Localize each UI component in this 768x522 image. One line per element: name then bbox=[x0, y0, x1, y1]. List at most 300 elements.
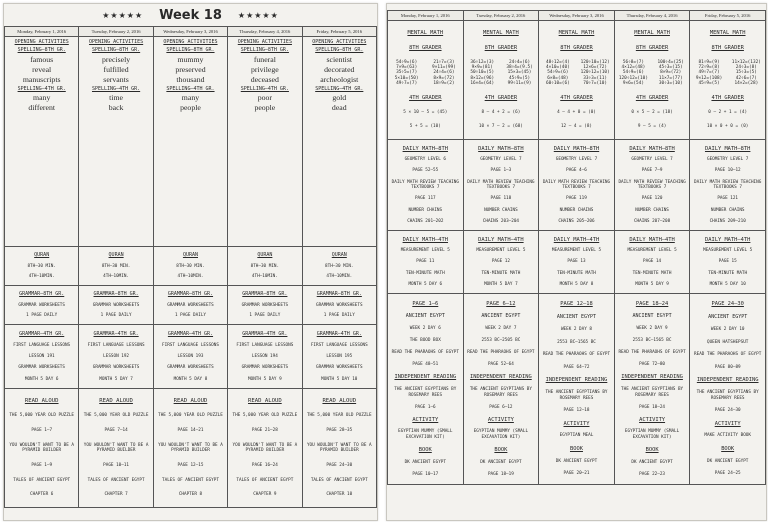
read-aloud-heading: READ ALOUD bbox=[248, 398, 282, 405]
mental-math-heading: MENTAL MATH bbox=[407, 29, 444, 36]
grade-4-label: 4TH GRADER bbox=[409, 95, 442, 102]
read-aloud-item: TALES OF ANCIENT EGYPT bbox=[310, 477, 368, 483]
day-cell bbox=[614, 294, 690, 485]
read-aloud-item: PAGE 28–35 bbox=[326, 427, 353, 433]
book-heading: BOOK bbox=[645, 447, 659, 454]
grade-4-label: 4TH GRADER bbox=[635, 95, 669, 102]
spelling-word: many bbox=[181, 93, 200, 103]
main-lesson-heading: PAGE 12–18 bbox=[560, 300, 593, 307]
math-problem: 6×8=(48) bbox=[547, 75, 569, 81]
daily-math-4th-heading: DAILY MATH–4TH bbox=[402, 236, 449, 243]
grammar-4th-row bbox=[5, 325, 377, 389]
main-lesson-item: ANCIENT EGYPT bbox=[632, 313, 672, 320]
cell-content bbox=[155, 247, 226, 285]
spelling-word: people bbox=[254, 103, 276, 113]
day-cell bbox=[690, 140, 766, 231]
daily-math-item: DAILY MATH REVIEW TEACHING TEXTBOOKS 7 bbox=[618, 179, 686, 191]
daily-math-item: PAGE 121 bbox=[717, 196, 739, 202]
day-header: Tuesday, February 2, 2016 bbox=[463, 11, 539, 21]
math-problem: 7×9=(63) bbox=[396, 65, 418, 70]
spelling-word: deceased bbox=[250, 74, 279, 84]
cell-content bbox=[304, 247, 375, 285]
activity-item: MAKE ACTIVITY BOOK bbox=[704, 433, 751, 439]
daily-math-8th-heading: DAILY MATH–8TH bbox=[553, 145, 600, 152]
cell-content bbox=[6, 325, 77, 388]
math-problems-grid bbox=[465, 60, 538, 86]
day-header: Tuesday, February 2, 2016 bbox=[79, 27, 153, 37]
math-problem: 45÷9=(5) bbox=[508, 75, 531, 81]
grammar-4th-item: FIRST LANGUAGE LESSONS bbox=[13, 342, 71, 348]
grammar-4th-item: FIRST LANGUAGE LESSONS bbox=[310, 342, 368, 348]
book-item: PAGE 18–19 bbox=[487, 471, 514, 477]
quran-4th: 4TH–10MIN. bbox=[326, 274, 353, 280]
cell-content bbox=[155, 37, 226, 247]
cell-content bbox=[616, 21, 689, 139]
day-cell bbox=[302, 247, 376, 286]
math-problem: 24÷4=(6) bbox=[508, 59, 531, 65]
math-problem: 0 – 2 + 1 = (4) bbox=[708, 109, 748, 115]
spelling-8th-heading: SPELLING–8TH GR. bbox=[17, 47, 66, 54]
math-problem: 45÷3=(15) bbox=[658, 65, 683, 70]
cell-content bbox=[540, 21, 613, 139]
spelling-4th-heading: SPELLING–4TH GR. bbox=[240, 86, 289, 93]
quran-4th: 4TH–10MIN. bbox=[103, 274, 130, 280]
day-cell bbox=[690, 294, 766, 485]
spelling-block bbox=[163, 39, 217, 113]
read-aloud-heading: READ ALOUD bbox=[173, 398, 208, 405]
spelling-word: archeologist bbox=[320, 74, 359, 84]
math-problem: 54÷9=(6) bbox=[547, 70, 569, 76]
spelling-word: scientist bbox=[326, 54, 353, 64]
cell-content bbox=[389, 21, 462, 139]
math-problem: 8×9=(72) bbox=[433, 75, 455, 81]
quran-4th: 4TH–10MIN. bbox=[28, 274, 55, 280]
daily-math-4th-heading: DAILY MATH–4TH bbox=[629, 236, 675, 243]
read-aloud-heading: READ ALOUD bbox=[24, 398, 59, 405]
book-item: PAGE 10–17 bbox=[412, 471, 439, 477]
read-aloud-item: THE 5,000 YEAR OLD PUZZLE bbox=[83, 413, 149, 419]
day-cell bbox=[153, 247, 227, 286]
read-aloud-heading: READ ALOUD bbox=[322, 398, 357, 405]
quran-4th: 4TH–10MIN. bbox=[251, 274, 278, 280]
math-problem: 30÷3=(10) bbox=[658, 80, 683, 86]
daily-math-4th-heading: DAILY MATH–4TH bbox=[704, 236, 751, 243]
spelling-word: many bbox=[33, 93, 51, 103]
math-problem: 38÷4=(9.5) bbox=[506, 65, 533, 70]
grammar-4th-item: FIRST LANGUAGE LESSONS bbox=[162, 342, 219, 348]
spelling-word: back bbox=[108, 103, 124, 113]
page-count: 1 PAGE DAILY bbox=[323, 313, 355, 319]
daily-math-item: GEOMETRY LEVEL 6 bbox=[404, 157, 446, 163]
cell-content bbox=[304, 389, 375, 507]
book-item: DK ANCIENT EGYPT bbox=[555, 458, 598, 464]
daily-math-item: TEN-MINUTE MATH bbox=[708, 270, 748, 276]
book-item: DK ANCIENT EGYPT bbox=[706, 458, 749, 464]
book-item: DK ANCIENT EGYPT bbox=[404, 459, 446, 465]
independent-reading-item: THE ANCIENT EGYPTIANS BY ROSEMARY REES bbox=[469, 386, 532, 398]
daily-math-item: MONTH 5 DAY 6 bbox=[408, 281, 443, 287]
day-cell bbox=[228, 325, 302, 389]
math-problem: 54÷9=(6) bbox=[396, 59, 418, 65]
read-aloud-item: PAGE 10–11 bbox=[103, 462, 130, 468]
cell-content bbox=[465, 231, 538, 293]
cell-content bbox=[80, 286, 151, 324]
cell-content bbox=[80, 389, 151, 507]
cell-content bbox=[691, 231, 764, 293]
spelling-word: people bbox=[180, 103, 201, 113]
mental-math-heading: MENTAL MATH bbox=[709, 29, 746, 36]
grammar-4th-item: LESSON 194 bbox=[251, 354, 278, 360]
independent-reading-item: PAGE 6–12 bbox=[489, 404, 513, 410]
daily-math-8th-heading: DAILY MATH–8TH bbox=[478, 145, 524, 152]
daily-math-4th-heading: DAILY MATH–4TH bbox=[478, 236, 524, 243]
math-problem: 35÷5=(7) bbox=[396, 70, 418, 76]
math-problem: 36÷12=(3) bbox=[470, 59, 495, 65]
day-header: Wednesday, February 3, 2016 bbox=[539, 11, 615, 21]
main-lesson-item: ANCIENT EGYPT bbox=[405, 313, 445, 320]
daily-math-4th-heading: DAILY MATH–4TH bbox=[553, 236, 600, 243]
quran-heading: QURAN bbox=[182, 252, 198, 259]
book-item: DK ANCIENT EGYPT bbox=[480, 459, 522, 465]
math-problem: 21÷7=(3) bbox=[433, 59, 455, 65]
activity-item: EGYPTIAN MEAL bbox=[559, 433, 594, 439]
grade-4-label: 4TH GRADER bbox=[484, 95, 518, 102]
daily-math-item: PAGE 117 bbox=[414, 196, 436, 202]
day-header-row bbox=[388, 11, 766, 21]
main-lesson-item: WEEK 2 DAY 9 bbox=[636, 325, 668, 331]
math-problem: 54÷9=(6) bbox=[622, 70, 644, 76]
book-item: DK ANCIENT EGYPT bbox=[631, 459, 673, 465]
activity-item: EGYPTIAN MUMMY (SMALL EXCAVATION KIT) bbox=[398, 429, 453, 440]
day-cell bbox=[153, 325, 227, 389]
read-aloud-item: PAGE 14–21 bbox=[177, 427, 204, 433]
spelling-word: famous bbox=[30, 54, 54, 64]
main-lesson-row bbox=[388, 294, 766, 485]
day-cell bbox=[539, 21, 615, 140]
spelling-word: manuscripts bbox=[22, 74, 61, 84]
independent-reading-item: PAGE 18–24 bbox=[639, 404, 666, 410]
day-cell bbox=[5, 37, 79, 247]
cell-content bbox=[6, 389, 77, 507]
math-problem: 8 – 4 + 2 = (6) bbox=[481, 109, 521, 115]
main-lesson-item: WEEK 2 DAY 7 bbox=[485, 325, 517, 331]
daily-math-item: DAILY MATH REVIEW TEACHING TEXTBOOKS 7 bbox=[542, 179, 611, 191]
daily-math-item: MEASUREMENT LEVEL 5 bbox=[476, 248, 526, 254]
daily-math-item: CHAINS 209–210 bbox=[709, 218, 746, 224]
math-problem: 10 × 0 + 0 = (0) bbox=[706, 124, 749, 130]
math-problem: 15×3=(45) bbox=[507, 70, 532, 76]
daily-math-item: GEOMETRY LEVEL 7 bbox=[480, 157, 522, 163]
math-problem: 4×10=(40) bbox=[545, 65, 570, 70]
quran-8th: 8TH–30 MIN. bbox=[325, 263, 354, 269]
math-problem: 9 – 5 = (4) bbox=[637, 124, 667, 130]
spelling-4th-heading: SPELLING–4TH GR. bbox=[17, 86, 66, 93]
math-problem: 15÷3=(5) bbox=[735, 70, 757, 76]
independent-reading-heading: INDEPENDENT READING bbox=[696, 377, 759, 384]
math-problem: 5×10=(50) bbox=[394, 75, 419, 81]
main-lesson-item: 2553 BC–2505 BC bbox=[481, 338, 521, 344]
read-aloud-item: YOU WOULDN'T WANT TO BE A PYRAMID BUILDER bbox=[232, 442, 298, 454]
math-problem: 12×6=(72) bbox=[583, 65, 608, 70]
math-problems-grid bbox=[691, 60, 764, 86]
cell-content bbox=[80, 37, 151, 247]
math-problem: 49÷7=(7) bbox=[698, 70, 720, 76]
daily-math-8th-heading: DAILY MATH–8TH bbox=[629, 145, 675, 152]
page-count: 1 PAGE DAILY bbox=[249, 313, 281, 319]
math-problem: 9×11=(99) bbox=[432, 65, 456, 70]
daily-math-item: MEASUREMENT LEVEL 5 bbox=[703, 248, 753, 254]
read-aloud-item: CHAPTER 6 bbox=[30, 492, 54, 498]
daily-math-item: NUMBER CHAINS bbox=[635, 207, 669, 213]
spelling-word: mummy bbox=[177, 54, 204, 64]
cell-content bbox=[540, 140, 613, 230]
day-cell bbox=[5, 325, 79, 389]
cell-content bbox=[155, 325, 226, 388]
read-aloud-row bbox=[5, 389, 377, 508]
day-cell bbox=[690, 231, 766, 294]
independent-reading-heading: INDEPENDENT READING bbox=[470, 374, 532, 381]
main-lesson-item: ANCIENT EGYPT bbox=[481, 313, 521, 320]
daily-math-item: PAGE 118 bbox=[490, 196, 512, 202]
left-schedule-table bbox=[4, 26, 377, 508]
grammar-4th-item: LESSON 193 bbox=[177, 354, 204, 360]
math-problem: 49÷7=(7) bbox=[396, 80, 418, 86]
read-aloud-item: TALES OF ANCIENT EGYPT bbox=[13, 477, 71, 483]
grammar-8th-heading: GRAMMAR–8TH GR. bbox=[93, 291, 139, 298]
main-lesson-item: WEEK 2 DAY 8 bbox=[560, 327, 592, 333]
daily-math-item: TEN-MINUTE MATH bbox=[557, 270, 596, 276]
mental-math-heading: MENTAL MATH bbox=[558, 29, 595, 36]
math-problem: 42÷6=(7) bbox=[735, 75, 757, 81]
math-problems-grid bbox=[616, 60, 689, 86]
day-header: Wednesday, February 3, 2016 bbox=[153, 27, 227, 37]
spelling-8th-heading: SPELLING–8TH GR. bbox=[166, 47, 215, 54]
cell-content bbox=[6, 286, 77, 324]
spelling-word: different bbox=[28, 103, 56, 113]
main-lesson-item: PAGE 48–51 bbox=[412, 362, 439, 368]
daily-math-item: CHAINS 207–208 bbox=[633, 218, 671, 224]
day-cell bbox=[5, 247, 79, 286]
day-cell bbox=[5, 286, 79, 325]
day-cell bbox=[614, 140, 690, 231]
grammar-8th-row bbox=[5, 286, 377, 325]
day-cell bbox=[302, 37, 376, 247]
cell-content bbox=[616, 231, 689, 293]
main-lesson-heading: PAGE 6–12 bbox=[486, 300, 516, 307]
book-heading: BOOK bbox=[569, 445, 583, 452]
math-problem: 18÷9=(2) bbox=[433, 80, 455, 86]
daily-math-item: MEASUREMENT LEVEL 5 bbox=[551, 248, 602, 254]
day-cell bbox=[228, 247, 302, 286]
quran-8th: 8TH–30 MIN. bbox=[27, 263, 56, 269]
quran-4th: 4TH–10MIN. bbox=[177, 274, 204, 280]
read-aloud-item: PAGE 21–28 bbox=[251, 427, 278, 433]
math-problem: 48÷12=(4) bbox=[545, 59, 570, 65]
daily-math-item: GEOMETRY LEVEL 7 bbox=[706, 157, 749, 163]
cell-content bbox=[6, 37, 77, 247]
main-lesson-item: READ THE PHARAOHS OF EGYPT bbox=[542, 352, 611, 358]
main-lesson-item: PAGE 52–64 bbox=[487, 362, 514, 368]
day-cell bbox=[388, 231, 464, 294]
independent-reading-heading: INDEPENDENT READING bbox=[621, 374, 683, 381]
grammar-4th-item: FIRST LANGUAGE LESSONS bbox=[236, 342, 294, 348]
opening-activities-heading: OPENING ACTIVITIES bbox=[163, 39, 218, 45]
daily-math-item: NUMBER CHAINS bbox=[408, 207, 443, 213]
grammar-4th-item: GRAMMAR–4TH GR. bbox=[167, 330, 214, 337]
day-cell bbox=[153, 286, 227, 325]
grade-8-label: 8TH GRADER bbox=[560, 44, 593, 51]
day-cell bbox=[302, 389, 376, 508]
day-header: Thursday, February 4, 2016 bbox=[228, 27, 302, 37]
spelling-8th-heading: SPELLING–8TH GR. bbox=[91, 47, 141, 54]
grammar-worksheets: GRAMMAR WORKSHEETS bbox=[167, 302, 214, 308]
day-cell bbox=[5, 389, 79, 508]
daily-math-item: TEN-MINUTE MATH bbox=[481, 270, 521, 276]
daily-math-8th-row bbox=[388, 140, 766, 231]
math-problems-grid bbox=[389, 60, 462, 86]
grade-8-label: 8TH GRADER bbox=[711, 44, 744, 51]
read-aloud-item: YOU WOULDN'T WANT TO BE A PYRAMID BUILDER bbox=[158, 442, 223, 454]
day-cell bbox=[228, 389, 302, 508]
daily-math-item: PAGE 7–9 bbox=[641, 168, 663, 174]
day-cell bbox=[388, 294, 464, 485]
cell-content bbox=[465, 294, 538, 484]
day-cell bbox=[463, 231, 539, 294]
week-title: Week 18 bbox=[159, 7, 222, 23]
day-cell bbox=[302, 325, 376, 389]
daily-math-item: MONTH 5 DAY 7 bbox=[484, 281, 518, 287]
activity-item: EGYPTIAN MUMMY (SMALL EXCAVATION KIT) bbox=[624, 429, 680, 440]
main-lesson-item: READ THE PHARAOHS OF EGYPT bbox=[467, 350, 535, 356]
cell-content bbox=[229, 247, 300, 285]
cell-content bbox=[540, 231, 613, 293]
opening-activities-heading: OPENING ACTIVITIES bbox=[14, 39, 69, 45]
daily-math-item: PAGE 1–3 bbox=[490, 168, 512, 174]
read-aloud-heading: READ ALOUD bbox=[99, 398, 133, 405]
daily-math-item: MEASUREMENT LEVEL 5 bbox=[627, 248, 677, 254]
daily-math-item: PAGE 52–55 bbox=[412, 168, 439, 174]
opening-activities-heading: OPENING ACTIVITIES bbox=[237, 39, 292, 45]
cell-content bbox=[691, 294, 764, 484]
spelling-8th-heading: SPELLING–8TH GR. bbox=[240, 47, 289, 54]
day-cell bbox=[388, 140, 464, 231]
grade-4-label: 4TH GRADER bbox=[711, 95, 744, 102]
spelling-block bbox=[89, 39, 143, 113]
main-lesson-item: WEEK 2 DAY 10 bbox=[710, 327, 745, 333]
math-problem: 10 × 7 – 2 = (68) bbox=[478, 124, 523, 130]
day-cell bbox=[153, 37, 227, 247]
cell-content bbox=[389, 231, 462, 293]
daily-math-item: GEOMETRY LEVEL 7 bbox=[631, 157, 673, 163]
cell-content bbox=[80, 325, 151, 388]
math-problem: 5 + 5 = (10) bbox=[409, 124, 441, 130]
mental-math-row bbox=[388, 21, 766, 140]
cell-content bbox=[229, 389, 300, 507]
cell-content bbox=[229, 37, 300, 247]
math-problem: 120÷12=(10) bbox=[580, 70, 610, 76]
math-problem: 9×6=(54) bbox=[622, 80, 644, 86]
daily-math-item: GEOMETRY LEVEL 7 bbox=[555, 157, 598, 163]
grammar-4th-item: MONTH 5 DAY 10 bbox=[321, 376, 358, 382]
daily-math-item: DAILY MATH REVIEW TEACHING TEXTBOOKS 7 bbox=[391, 179, 459, 191]
math-problem: 100÷4=(25) bbox=[657, 59, 684, 65]
grade-8-label: 8TH GRADER bbox=[409, 44, 442, 51]
math-problem: 33÷3=(11) bbox=[583, 75, 608, 81]
daily-math-item: PAGE 15 bbox=[718, 259, 737, 265]
stars-decoration-left: ★★★★★ bbox=[102, 10, 144, 20]
read-aloud-item: THE 5,000 YEAR OLD PUZZLE bbox=[9, 413, 75, 419]
main-lesson-item: WEEK 2 DAY 6 bbox=[409, 325, 441, 331]
daily-math-item: MONTH 5 DAY 8 bbox=[559, 281, 594, 287]
math-problem: 81÷9=(9) bbox=[698, 59, 720, 65]
cell-content bbox=[616, 140, 689, 230]
cell-content bbox=[229, 325, 300, 388]
book-heading: BOOK bbox=[494, 447, 508, 454]
daily-math-item: PAGE 13 bbox=[567, 259, 586, 265]
day-cell bbox=[79, 286, 153, 325]
book-item: PAGE 22–23 bbox=[639, 471, 666, 477]
math-problem: 16×4=(64) bbox=[470, 80, 495, 86]
math-problem: 5 × 10 – 5 = (45) bbox=[403, 109, 448, 115]
grade-4-label: 4TH GRADER bbox=[560, 95, 593, 102]
grade-8-label: 8TH GRADER bbox=[635, 44, 669, 51]
activity-heading: ACTIVITY bbox=[714, 420, 741, 427]
book-heading: BOOK bbox=[418, 447, 432, 454]
daily-math-item: TEN-MINUTE MATH bbox=[405, 270, 445, 276]
math-problem: 11×12=(132) bbox=[731, 59, 761, 65]
spelling-8th-heading: SPELLING–8TH GR. bbox=[315, 47, 364, 54]
day-cell bbox=[79, 389, 153, 508]
daily-math-item: MONTH 5 DAY 10 bbox=[709, 281, 746, 287]
book-heading: BOOK bbox=[721, 445, 735, 452]
grammar-4th-item: GRAMMAR WORKSHEETS bbox=[241, 365, 289, 371]
daily-math-item: PAGE 4–6 bbox=[566, 168, 587, 174]
day-cell bbox=[228, 37, 302, 247]
math-problem: 72÷9=(8) bbox=[698, 65, 720, 70]
right-schedule-table bbox=[387, 10, 766, 485]
grammar-4th-item: MONTH 5 DAY 9 bbox=[248, 376, 282, 382]
grammar-4th-item: GRAMMAR WORKSHEETS bbox=[18, 365, 65, 371]
quran-heading: QURAN bbox=[108, 252, 124, 259]
week-header bbox=[4, 4, 377, 26]
read-aloud-item: CHAPTER 8 bbox=[178, 492, 203, 498]
math-problem: 120÷12=(10) bbox=[618, 75, 648, 81]
math-problem: 45÷9=(5) bbox=[698, 80, 720, 86]
daily-math-item: CHAINS 201–202 bbox=[407, 218, 444, 224]
grammar-worksheets: GRAMMAR WORKSHEETS bbox=[315, 302, 363, 308]
daily-math-item: MEASUREMENT LEVEL 5 bbox=[400, 248, 450, 254]
daily-math-item: PAGE 10–12 bbox=[714, 168, 741, 174]
page-count: 1 PAGE DAILY bbox=[26, 313, 58, 319]
read-aloud-item: THE 5,000 YEAR OLD PUZZLE bbox=[232, 413, 298, 419]
read-aloud-item: YOU WOULDN'T WANT TO BE A PYRAMID BUILDER bbox=[83, 442, 149, 454]
read-aloud-item: THE 5,000 YEAR OLD PUZZLE bbox=[158, 413, 223, 419]
planner-page-left bbox=[3, 3, 378, 521]
math-problem: 56÷8=(7) bbox=[622, 59, 644, 65]
main-lesson-item: 2553 BC–1565 BC bbox=[557, 339, 596, 345]
cell-content bbox=[540, 294, 613, 484]
main-lesson-item: 2553 BC–1565 BC bbox=[632, 338, 672, 344]
activity-heading: ACTIVITY bbox=[487, 416, 514, 423]
independent-reading-item: THE ANCIENT EGYPTIANS BY ROSEMARY REES bbox=[696, 389, 759, 401]
activity-heading: ACTIVITY bbox=[563, 420, 590, 427]
main-lesson-item: PAGE 64–72 bbox=[563, 364, 590, 370]
math-problem: 9×12=(108) bbox=[695, 75, 723, 81]
day-header: Thursday, February 4, 2016 bbox=[614, 11, 690, 21]
independent-reading-item: THE ANCIENT EGYPTIANS BY ROSEMARY REES bbox=[394, 386, 457, 398]
main-lesson-item: PAGE 80–89 bbox=[714, 364, 741, 370]
independent-reading-item: PAGE 1–6 bbox=[414, 404, 436, 410]
